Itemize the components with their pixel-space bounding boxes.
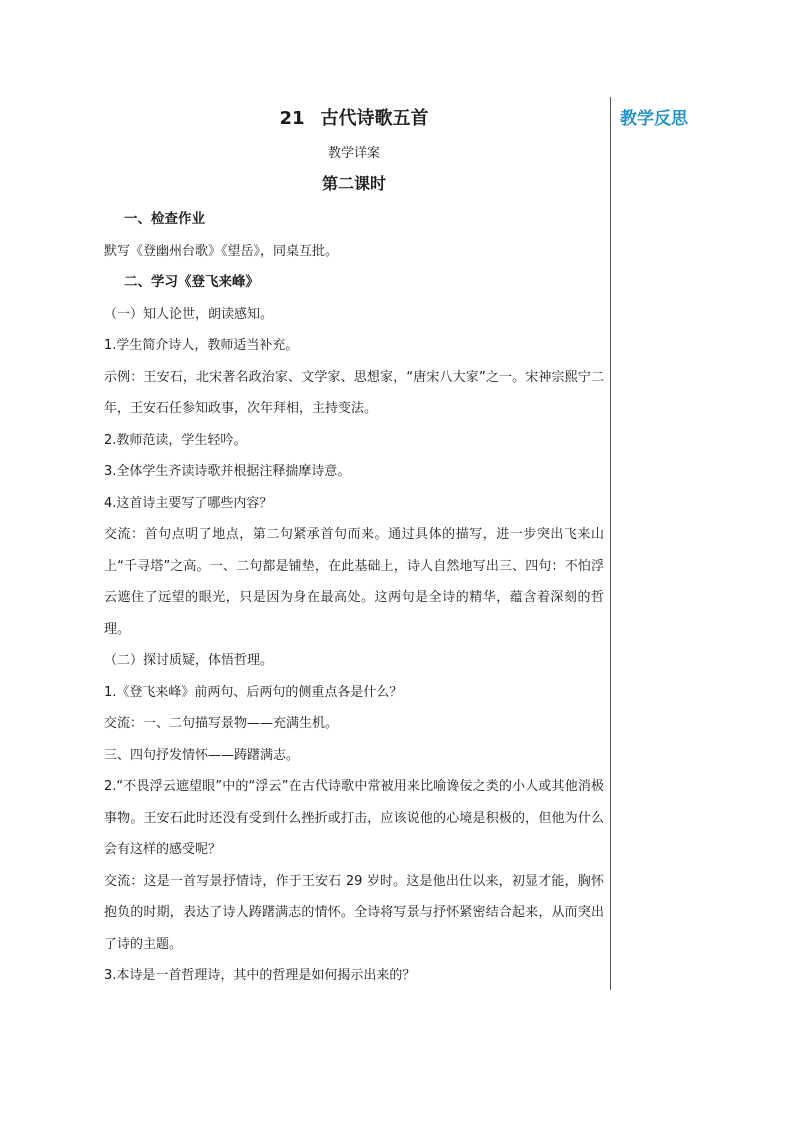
paragraph: 交流：这是一首写景抒情诗，作于王安石 29 岁时。这是他出仕以来，初显才能，胸怀抱负的时期，表达了诗人踌躇满志的情怀。全诗将写景与抒怀紧密结合起来，从而突出了诗的主题。 (104, 873, 604, 952)
paragraph: 交流：一、二句描写景物——充满生机。 (104, 716, 339, 731)
paragraph: 交流：首句点明了地点，第二句紧承首句而来。通过具体的描写，进一步突出飞来山上“千寻塔”之高。一、二句都是铺垫，在此基础上，诗人自然地写出三、四句：不怕浮云遮住了远望的眼光，只是因为身在最高处。这两句是全诗的精华，蕴含着深刻的哲理。 (104, 527, 604, 637)
paragraph: 3.全体学生齐读诗歌并根据注释揣摩诗意。 (104, 464, 351, 479)
section-heading-study: 二、学习《登飞来峰》 (124, 274, 259, 290)
paragraph: 默写《登幽州台歌》《望岳》，同桌互批。 (104, 243, 339, 259)
lesson-period: 第二课时 (321, 174, 386, 193)
paragraph: 3.本诗是一首哲理诗，其中的哲理是如何揭示出来的？ (104, 968, 416, 983)
paragraph: 4.这首诗主要写了哪些内容？ (104, 495, 273, 511)
doc-subtitle: 教学详案 (327, 146, 380, 161)
paragraph: （一）知人论世，朗读感知。 (104, 306, 274, 322)
lesson-number: 21 (279, 108, 305, 129)
section-heading-check: 一、检查作业 (124, 211, 205, 227)
paragraph: 2.教师范读，学生轻吟。 (104, 432, 247, 448)
paragraph: 1.《登飞来峰》前两句、后两句的侧重点各是什么？ (104, 684, 403, 700)
page-title (104, 104, 604, 134)
paragraph: 2.“不畏浮云遮望眼”中的“浮云”在古代诗歌中常被用来比喻谗佞之类的小人或其他消极事物。王安石此时还没有受到什么挫折或打击，应该说他的心境是积极的，但他为什么会有这样的感受呢？ (104, 779, 604, 857)
paragraph: 1.学生简介诗人，教师适当补充。 (104, 338, 299, 353)
lesson-title: 古代诗歌五首 (320, 108, 429, 129)
paragraph: （二）探讨质疑，体悟哲理。 (104, 653, 274, 668)
reflection-heading: 教学反思 (620, 109, 688, 129)
lesson-plan-body (104, 104, 604, 992)
column-divider (610, 97, 611, 990)
paragraph: 三、四句抒发情怀——踌躇满志。 (104, 747, 300, 763)
paragraph: 示例：王安石，北宋著名政治家、文学家、思想家，“唐宋八大家”之一。宋神宗熙宁二年，王安石任参知政事，次年拜相，主持变法。 (104, 369, 604, 416)
